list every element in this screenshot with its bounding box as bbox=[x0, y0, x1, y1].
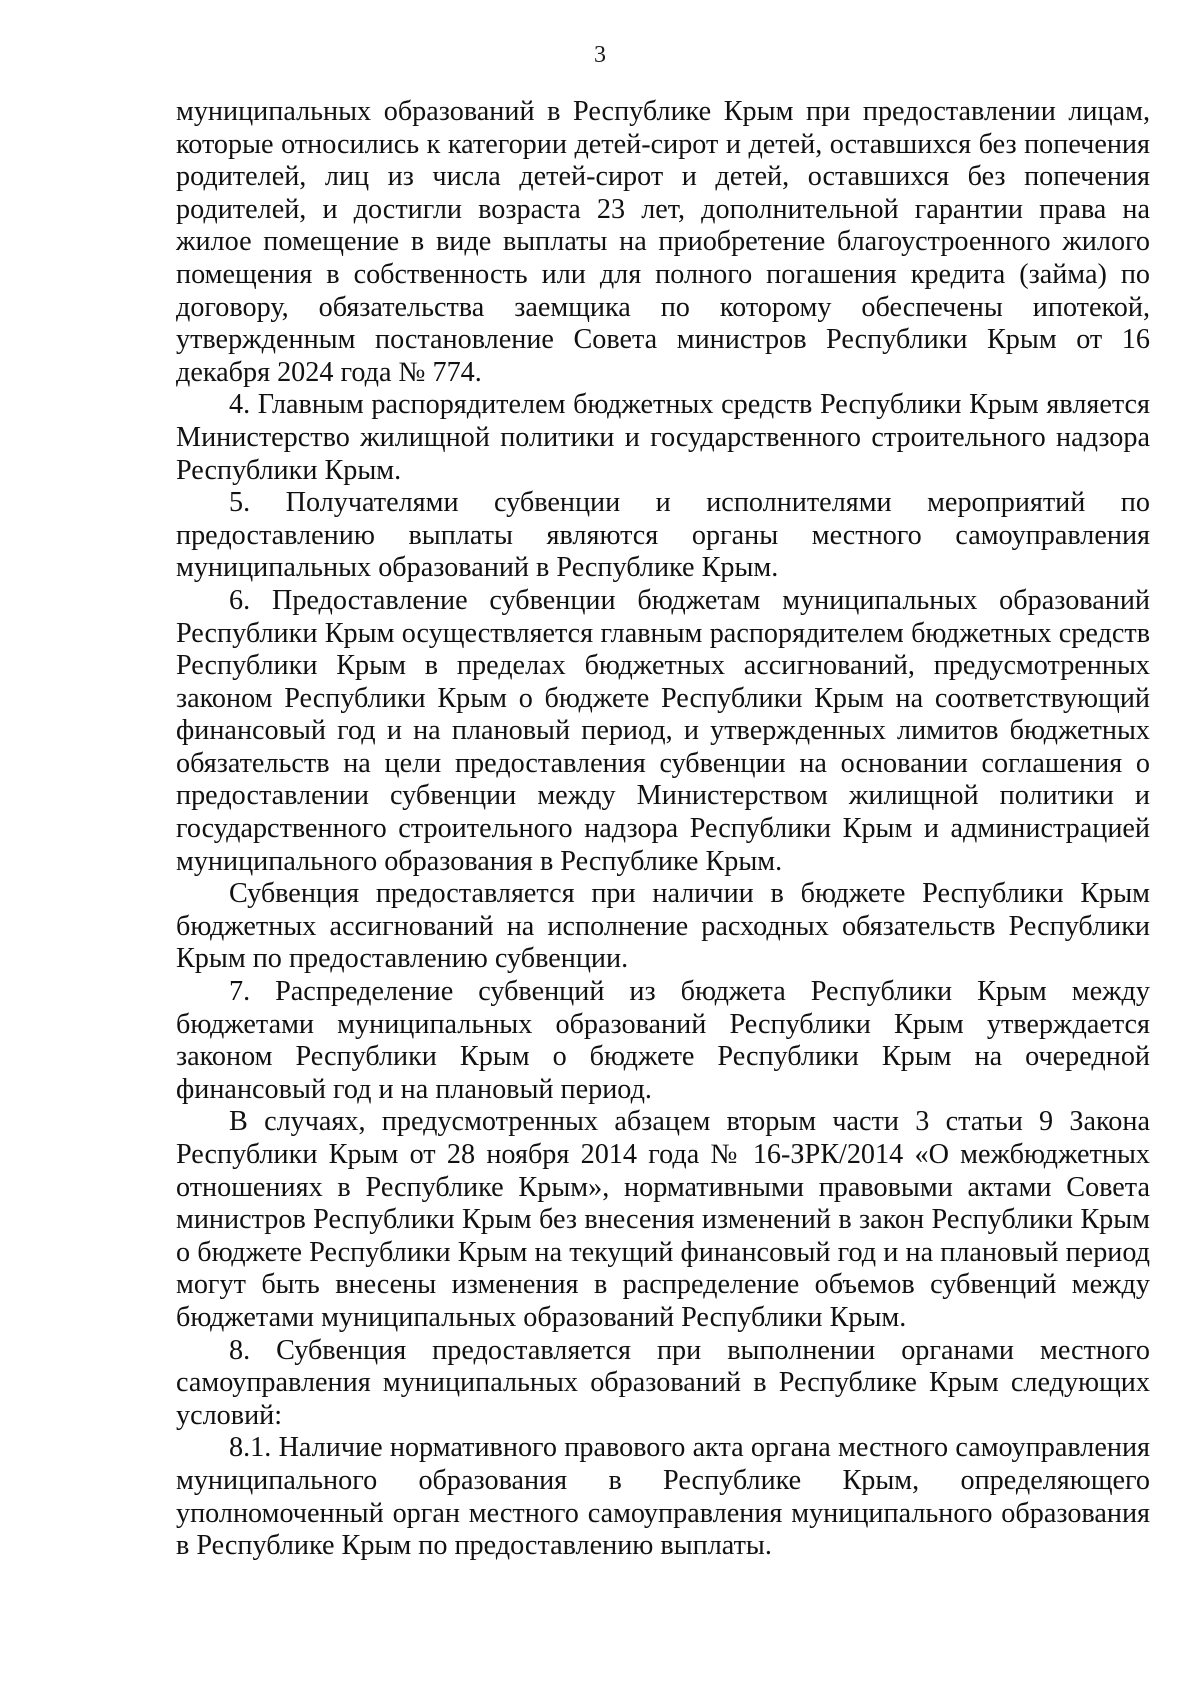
document-body bbox=[176, 96, 1150, 1563]
paragraph-continuation: муниципальных образований в Республике Крым при предоставлении лицам, которые относились к категории детей-сирот и детей, оставшихся без попечения родителей, лиц из числа детей-сирот и детей, оставшихся без попечения родителей, и достигли возраста 23 лет, дополнительной гарантии права на жилое помещение в виде выплаты на приобретение благоустроенного жилого помещения в собственность или для полного погашения кредита (займа) по договору, обязательства заемщика по которому обеспечены ипотекой, утвержденным постановление Совета министров Республики Крым от 16 декабря 2024 года № 774. bbox=[176, 96, 1150, 388]
page-number: 3 bbox=[594, 42, 606, 68]
paragraph-item-6: 6. Предоставление субвенции бюджетам муниципальных образований Республики Крым осуществляется главным распорядителем бюджетных средств Республики Крым в пределах бюджетных ассигнований, предусмотренных законом Республики Крым о бюджете Республики Крым на соответствующий финансовый год и на плановый период, и утвержденных лимитов бюджетных обязательств на цели предоставления субвенции на основании соглашения о предоставлении субвенции между Министерством жилищной политики и государственного строительного надзора Республики Крым и администрацией муниципального образования в Республике Крым. bbox=[176, 584, 1150, 877]
paragraph-item-5: 5. Получателями субвенции и исполнителями мероприятий по предоставлению выплаты являются органы местного самоуправления муниципальных образований в Республике Крым. bbox=[176, 487, 1150, 584]
paragraph-item-6-subsidy: Субвенция предоставляется при наличии в бюджете Республики Крым бюджетных ассигнований на исполнение расходных обязательств Республики Крым по предоставлению субвенции. bbox=[176, 878, 1150, 975]
paragraph-item-8: 8. Субвенция предоставляется при выполнении органами местного самоуправления муниципальных образований в Республике Крым следующих условий: bbox=[176, 1334, 1150, 1431]
paragraph-item-4: 4. Главным распорядителем бюджетных средств Республики Крым является Министерство жилищной политики и государственного строительного надзора Республики Крым. bbox=[176, 389, 1150, 486]
paragraph-item-8-1: 8.1. Наличие нормативного правового акта органа местного самоуправления муниципального образования в Республике Крым, определяющего уполномоченный орган местного самоуправления муниципального образования в Республике Крым по предоставлению выплаты. bbox=[176, 1432, 1150, 1562]
paragraph-item-7-cases: В случаях, предусмотренных абзацем вторым части 3 статьи 9 Закона Республики Крым от 28 ноября 2014 года № 16-ЗРК/2014 «О межбюджетных отношениях в Республике Крым», нормативными правовыми актами Совета министров Республики Крым без внесения изменений в закон Республики Крым о бюджете Республики Крым на текущий финансовый год и на плановый период могут быть внесены изменения в распределение объемов субвенций между бюджетами муниципальных образований Республики Крым. bbox=[176, 1106, 1150, 1333]
paragraph-item-7: 7. Распределение субвенций из бюджета Республики Крым между бюджетами муниципальных образований Республики Крым утверждается законом Республики Крым о бюджете Республики Крым на очередной финансовый год и на плановый период. bbox=[176, 976, 1150, 1105]
